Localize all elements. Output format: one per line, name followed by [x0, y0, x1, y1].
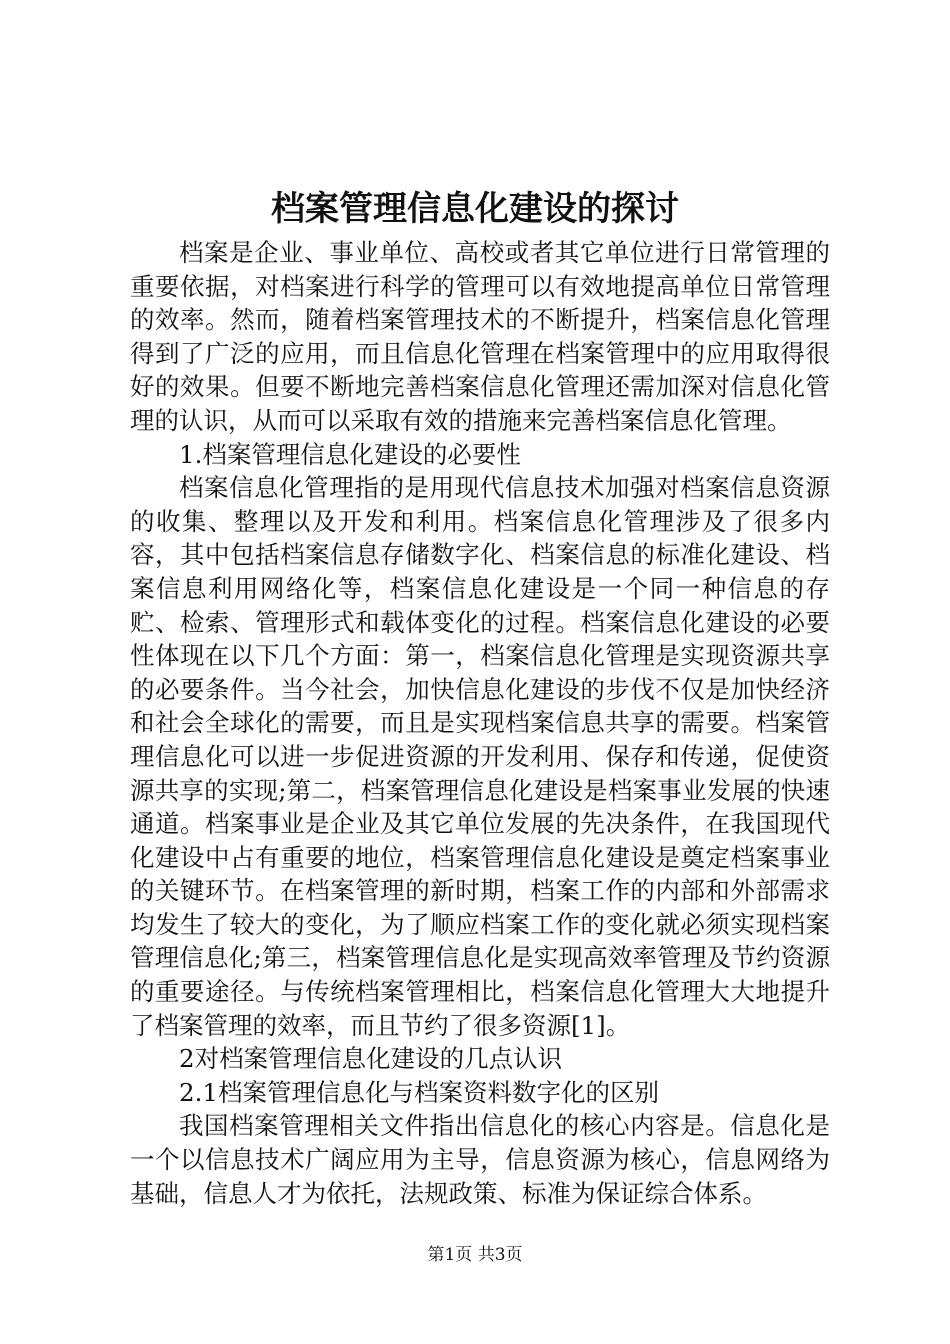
page-footer: 第1页 共3页	[427, 1245, 523, 1265]
intro-paragraph: 档案是企业、事业单位、高校或者其它单位进行日常管理的重要依据，对档案进行科学的管理可以有效地提高单位日常管理的效率。然而，随着档案管理技术的不断提升，档案信息化管理得到了广泛的应用，而且信息化管理在档案管理中的应用取得很好的效果。但要不断地完善档案信息化管理还需加深对信息化管理的认识，从而可以采取有效的措施来完善档案信息化管理。	[130, 238, 830, 435]
document-title: 档案管理信息化建设的探讨	[271, 189, 679, 229]
document-body	[130, 236, 830, 1210]
subsection-2-1-paragraph: 我国档案管理相关文件指出信息化的核心内容是。信息化是一个以信息技术广阔应用为主导，信息资源为核心，信息网络为基础，信息人才为依托，法规政策、标准为保证综合体系。	[130, 1111, 830, 1208]
subsection-heading-2-1: 2.1档案管理信息化与档案资料数字化的区别	[179, 1077, 659, 1107]
section-1-paragraph: 档案信息化管理指的是用现代信息技术加强对档案信息资源的收集、整理以及开发和利用。档案信息化管理涉及了很多内容，其中包括档案信息存储数字化、档案信息的标准化建设、档案信息利用网络化等，档案信息化建设是一个同一种信息的存贮、检索、管理形式和载体变化的过程。档案信息化建设的必要性体现在以下几个方面：第一，档案信息化管理是实现资源共享的必要条件。当今社会，加快信息化建设的步伐不仅是加快经济和社会全球化的需要，而且是实现档案信息共享的需要。档案管理信息化可以进一步促进资源的开发利用、保存和传递，促使资源共享的实现;第二，档案管理信息化建设是档案事业发展的快速通道。档案事业是企业及其它单位发展的先决条件，在我国现代化建设中占有重要的地位，档案管理信息化建设是奠定档案事业的关键环节。在档案管理的新时期，档案工作的内部和外部需求均发生了较大的变化，为了顺应档案工作的变化就必须实现档案管理信息化;第三，档案管理信息化是实现高效率管理及节约资源的重要途径。与传统档案管理相比，档案信息化管理大大地提升了档案管理的效率，而且节约了很多资源[1]。	[130, 473, 830, 1040]
section-heading-2: 2对档案管理信息化建设的几点认识	[179, 1044, 563, 1074]
section-heading-1: 1.档案管理信息化建设的必要性	[179, 439, 521, 469]
